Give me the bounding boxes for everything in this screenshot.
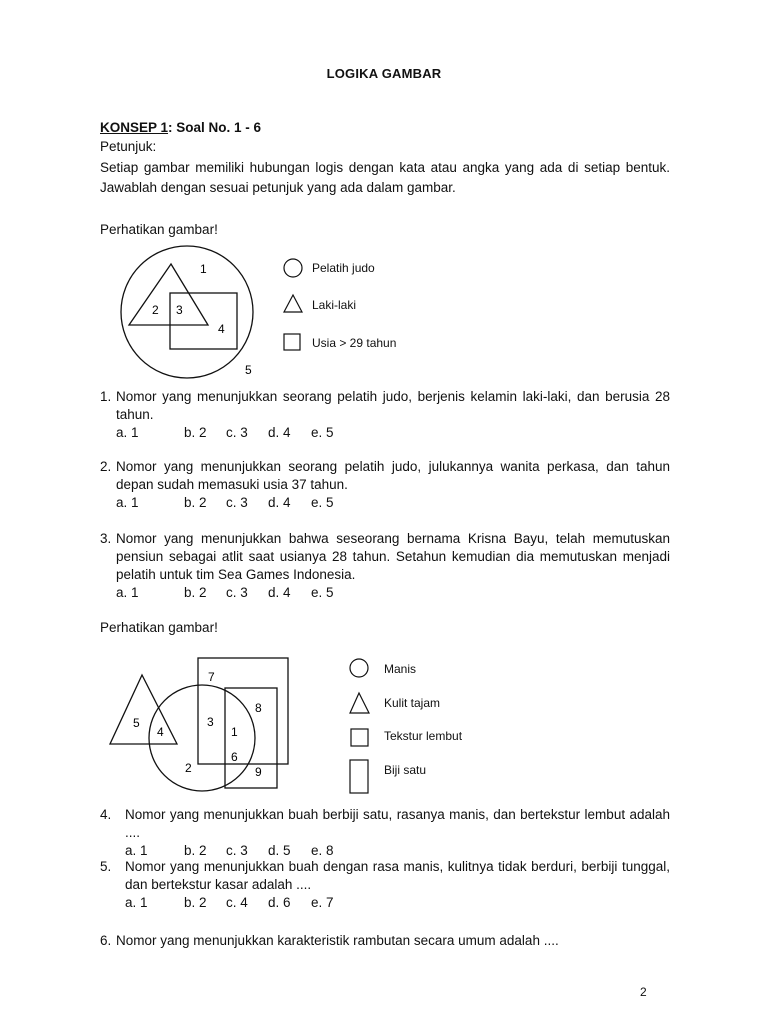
option-a: a. 1 (116, 425, 139, 440)
figure2-label-4: 4 (157, 725, 164, 739)
legend-label-pelatih-judo: Pelatih judo (312, 261, 375, 275)
square-icon (284, 334, 300, 350)
petunjuk-line-1: Setiap gambar memiliki hubungan logis dengan kata atau angka yang ada di setiap bentuk. (100, 160, 670, 175)
figure2-label-2: 2 (185, 761, 192, 775)
question-5 (100, 858, 670, 912)
figure2-intro: Perhatikan gambar! (100, 620, 218, 635)
figure2-label-3: 3 (207, 715, 214, 729)
question-number: 2. (100, 459, 112, 474)
option-b: b. 2 (184, 895, 207, 910)
question-1 (100, 388, 670, 442)
question-text: Nomor yang menunjukkan seorang pelatih judo, berjenis kelamin laki-laki, dan berusia 28 tahun. (116, 389, 670, 422)
legend-label-tekstur-lembut: Tekstur lembut (384, 729, 463, 743)
circle-icon (284, 259, 302, 277)
option-d: d. 4 (268, 495, 291, 510)
option-d: d. 4 (268, 585, 291, 600)
question-text: Nomor yang menunjukkan buah berbiji satu, rasanya manis, dan bertekstur lembut adalah .... (125, 807, 670, 840)
question-4 (100, 806, 670, 860)
option-c: c. 4 (226, 895, 248, 910)
option-b: b. 2 (184, 495, 207, 510)
option-c: c. 3 (226, 585, 248, 600)
option-d: d. 5 (268, 843, 291, 858)
question-number: 6. (100, 933, 112, 948)
konsep-label: KONSEP 1 (100, 120, 169, 135)
option-e: e. 5 (311, 495, 334, 510)
figure1-square (170, 293, 237, 349)
answer-options (116, 494, 670, 512)
question-text: Nomor yang menunjukkan karakteristik rambutan secara umum adalah .... (116, 933, 559, 948)
figure1-label-5: 5 (245, 363, 252, 377)
question-text: Nomor yang menunjukkan buah dengan rasa manis, kulitnya tidak berduri, berbiji tunggal, dan bertekstur kasar adalah .... (125, 859, 670, 892)
figure1-circle (121, 246, 253, 378)
square-icon (351, 729, 368, 746)
option-a: a. 1 (116, 495, 139, 510)
figure2-label-9: 9 (255, 765, 262, 779)
option-c: c. 3 (226, 843, 248, 858)
figure1-label-1: 1 (200, 262, 207, 276)
option-d: d. 4 (268, 425, 291, 440)
figure1-label-2: 2 (152, 303, 159, 317)
answer-options (116, 584, 670, 602)
option-a: a. 1 (116, 585, 139, 600)
question-number: 1. (100, 389, 112, 404)
option-b: b. 2 (184, 843, 207, 858)
figure1-triangle (129, 264, 208, 325)
legend-label-kulit-tajam: Kulit tajam (384, 696, 441, 710)
option-e: e. 5 (311, 585, 334, 600)
figure2-label-6: 6 (231, 750, 238, 764)
rectangle-icon (350, 760, 368, 793)
circle-icon (350, 659, 368, 677)
petunjuk-label: Petunjuk: (100, 139, 157, 154)
question-number: 5. (100, 859, 112, 874)
answer-options (125, 894, 670, 912)
option-c: c. 3 (226, 425, 248, 440)
figure2-label-8: 8 (255, 701, 262, 715)
figure1-intro: Perhatikan gambar! (100, 222, 218, 237)
petunjuk-line-2: Jawablah dengan sesuai petunjuk yang ada dalam gambar. (100, 180, 456, 195)
option-e: e. 8 (311, 843, 334, 858)
option-b: b. 2 (184, 585, 207, 600)
option-e: e. 5 (311, 425, 334, 440)
question-2 (100, 458, 670, 512)
figure1-label-4: 4 (218, 322, 225, 336)
question-number: 3. (100, 531, 112, 546)
triangle-icon (284, 295, 302, 312)
question-text: Nomor yang menunjukkan bahwa seseorang bernama Krisna Bayu, telah memutuskan pensiun sebagai atlit saat usianya 28 tahun. Setahun kemudian dia memutuskan menjadi pelatih untuk tim Sea Games Indonesia. (116, 531, 670, 582)
option-d: d. 6 (268, 895, 291, 910)
figure1-label-3: 3 (176, 303, 183, 317)
figure2-triangle (110, 675, 177, 744)
legend-label-usia: Usia > 29 tahun (312, 336, 397, 350)
option-a: a. 1 (125, 843, 148, 858)
question-6 (100, 932, 670, 950)
figure2-label-1: 1 (231, 725, 238, 739)
figure2-label-5: 5 (133, 716, 140, 730)
legend-label-laki-laki: Laki-laki (312, 298, 357, 312)
triangle-icon (350, 693, 369, 713)
page-title: LOGIKA GAMBAR (326, 66, 442, 81)
option-b: b. 2 (184, 425, 207, 440)
question-number: 4. (100, 807, 112, 822)
answer-options (116, 424, 670, 442)
legend-label-manis: Manis (384, 662, 417, 676)
konsep-suffix: : Soal No. 1 - 6 (168, 120, 262, 135)
figure2-circle (149, 685, 255, 791)
question-text: Nomor yang menunjukkan seorang pelatih judo, julukannya wanita perkasa, dan tahun depan sudah memasuki usia 37 tahun. (116, 459, 670, 492)
figure2-label-7: 7 (208, 670, 215, 684)
page-number: 2 (640, 985, 647, 999)
option-a: a. 1 (125, 895, 148, 910)
legend-label-biji-satu: Biji satu (384, 763, 427, 777)
option-e: e. 7 (311, 895, 334, 910)
question-3 (100, 530, 670, 602)
option-c: c. 3 (226, 495, 248, 510)
